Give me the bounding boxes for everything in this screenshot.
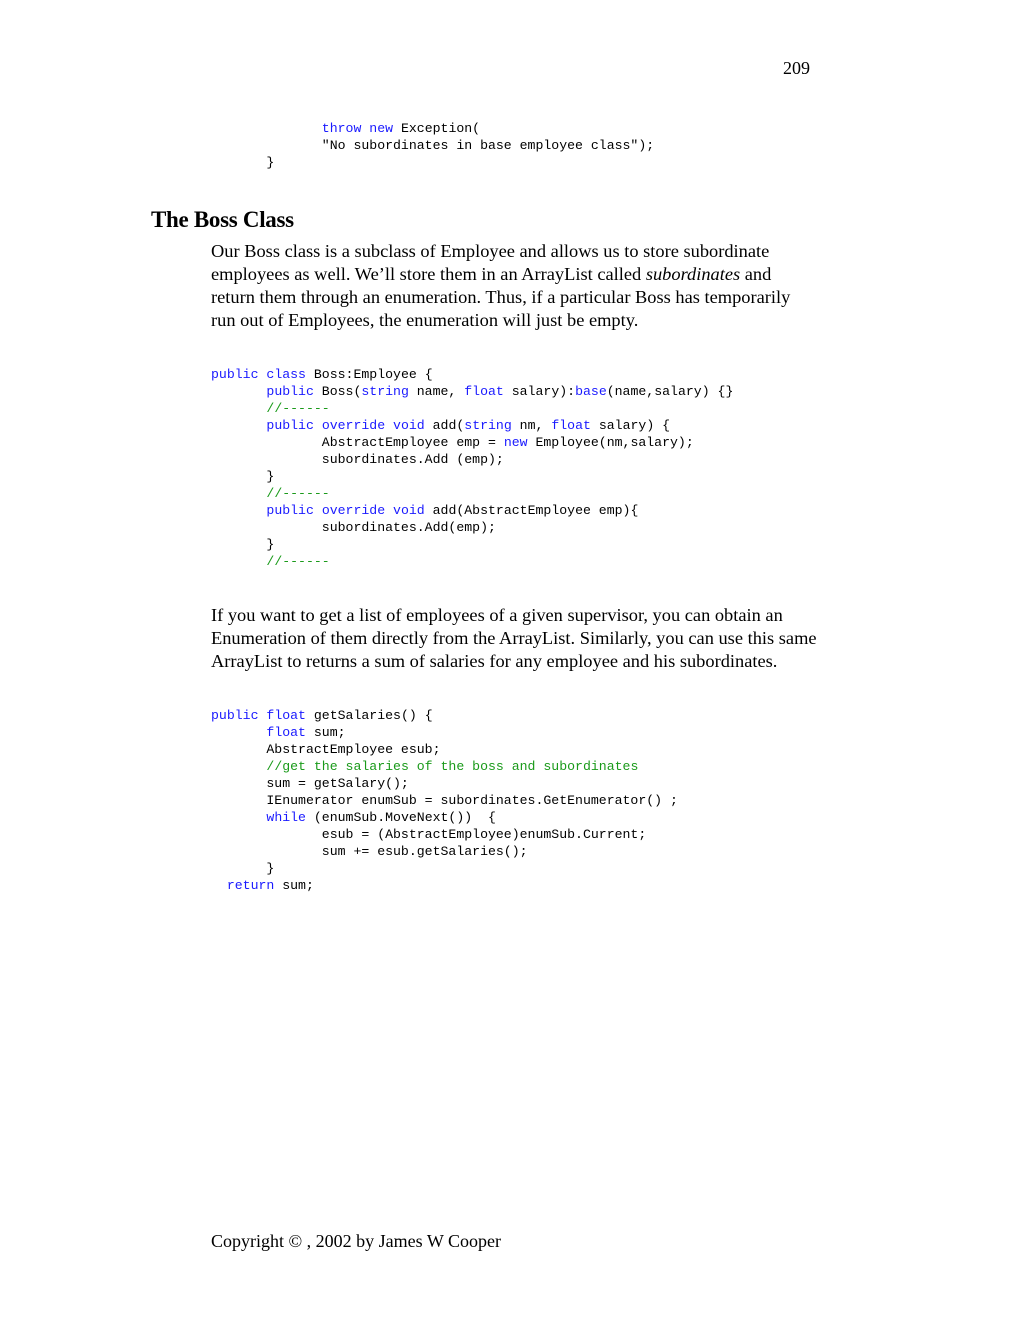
code-text: Boss( <box>313 384 362 399</box>
code-text: (enumSub.MoveNext()) { <box>305 810 496 825</box>
code-line <box>211 537 274 552</box>
code-text: add(AbstractEmployee emp){ <box>424 503 639 518</box>
code-block-exception <box>211 120 654 171</box>
code-line <box>211 155 274 170</box>
code-line <box>211 469 274 484</box>
code-line <box>211 793 678 808</box>
code-block-get-salaries <box>211 707 678 894</box>
code-keyword: while <box>266 810 306 825</box>
code-text: } <box>211 155 275 170</box>
code-line <box>211 827 646 842</box>
code-keyword: float <box>464 384 504 399</box>
code-line <box>211 878 314 893</box>
code-text <box>211 810 266 825</box>
code-keyword: string <box>361 384 409 399</box>
code-keyword: override <box>321 503 386 518</box>
code-text <box>314 503 322 518</box>
code-text: Boss:Employee { <box>305 367 433 382</box>
code-text <box>385 503 393 518</box>
code-line <box>211 810 496 825</box>
paragraph-boss-intro <box>211 240 817 332</box>
code-text: sum += esub.getSalaries(); <box>211 844 528 859</box>
text-run: If you want to get a list of employees of a given supervisor, you can obtain an Enumeration of them directly from the ArrayList. Similarly, you can use this same ArrayList to returns a sum of salaries for any employee and his subordinates. <box>211 605 817 671</box>
code-line <box>211 554 330 569</box>
code-line <box>211 418 670 433</box>
code-text <box>385 418 393 433</box>
code-text: sum; <box>274 878 314 893</box>
code-keyword: void <box>393 418 425 433</box>
code-keyword: public <box>266 418 314 433</box>
code-text: subordinates.Add(emp); <box>211 520 496 535</box>
code-text: sum; <box>305 725 346 740</box>
code-comment: //------ <box>266 554 330 569</box>
code-text: nm, <box>511 418 552 433</box>
code-line <box>211 708 433 723</box>
code-keyword: base <box>575 384 607 399</box>
code-line <box>211 844 528 859</box>
code-text: } <box>211 861 275 876</box>
code-text: esub = (AbstractEmployee)enumSub.Current; <box>211 827 647 842</box>
code-line <box>211 138 654 153</box>
code-text: Employee(nm,salary); <box>527 435 694 450</box>
code-keyword: public <box>211 708 259 723</box>
code-keyword: return <box>226 878 275 893</box>
code-text: IEnumerator enumSub = subordinates.GetEnumerator() ; <box>211 793 678 808</box>
code-line <box>211 452 504 467</box>
code-text <box>211 121 322 136</box>
code-line <box>211 725 346 740</box>
code-text: } <box>211 469 275 484</box>
code-text: AbstractEmployee emp = <box>211 435 504 450</box>
code-keyword: new <box>369 121 394 136</box>
code-line <box>211 121 480 136</box>
code-text: salary): <box>503 384 576 399</box>
code-text <box>211 401 266 416</box>
code-line <box>211 861 274 876</box>
code-text <box>211 759 266 774</box>
code-text: } <box>211 537 275 552</box>
code-text: "No subordinates in base employee class"); <box>211 138 655 153</box>
code-line <box>211 742 441 757</box>
code-keyword: throw <box>321 121 362 136</box>
code-text: AbstractEmployee esub; <box>211 742 441 757</box>
code-line <box>211 486 330 501</box>
code-keyword: new <box>503 435 528 450</box>
code-text <box>211 384 266 399</box>
code-text <box>211 503 266 518</box>
code-keyword: class <box>266 367 306 382</box>
code-comment: //------ <box>266 401 330 416</box>
code-keyword: public <box>211 367 259 382</box>
code-text: add( <box>424 418 465 433</box>
code-keyword: float <box>266 725 306 740</box>
code-line <box>211 401 330 416</box>
text-run: and return them through an enumeration. Thus, if a particular Boss has temporarily run out of Employees, the enumeration will just be empty. <box>211 264 791 330</box>
code-line <box>211 776 409 791</box>
code-text: getSalaries() { <box>305 708 433 723</box>
code-line <box>211 435 694 450</box>
code-keyword: string <box>464 418 512 433</box>
paragraph-enumeration <box>211 604 817 673</box>
code-text <box>211 554 266 569</box>
code-text <box>211 486 266 501</box>
code-text: Exception( <box>393 121 481 136</box>
text-run: Our Boss class is a subclass of Employee and allows us to store subordinate employees as well. We’ll store them in an ArrayList called <box>211 241 770 284</box>
code-line <box>211 367 433 382</box>
code-line <box>211 503 638 518</box>
code-comment: //------ <box>266 486 330 501</box>
code-line <box>211 520 496 535</box>
code-text: name, <box>408 384 465 399</box>
code-text <box>314 418 322 433</box>
code-keyword: public <box>266 503 314 518</box>
copyright-footer: Copyright © , 2002 by James W Cooper <box>211 1231 501 1251</box>
code-text <box>211 725 266 740</box>
section-heading: The Boss Class <box>151 207 294 232</box>
code-line <box>211 384 733 399</box>
code-line <box>211 759 638 774</box>
italic-term: subordinates <box>645 264 741 284</box>
page-number: 209 <box>783 58 810 78</box>
code-comment: //get the salaries of the boss and subordinates <box>266 759 639 774</box>
code-keyword: void <box>393 503 425 518</box>
code-block-boss-class <box>211 366 733 570</box>
code-text <box>211 418 266 433</box>
code-keyword: override <box>321 418 386 433</box>
code-keyword: float <box>266 708 306 723</box>
code-text <box>211 878 227 893</box>
code-keyword: float <box>551 418 591 433</box>
code-text: sum = getSalary(); <box>211 776 409 791</box>
code-text: salary) { <box>590 418 671 433</box>
code-text: (name,salary) {} <box>606 384 734 399</box>
code-text: subordinates.Add (emp); <box>211 452 504 467</box>
code-keyword: public <box>266 384 314 399</box>
